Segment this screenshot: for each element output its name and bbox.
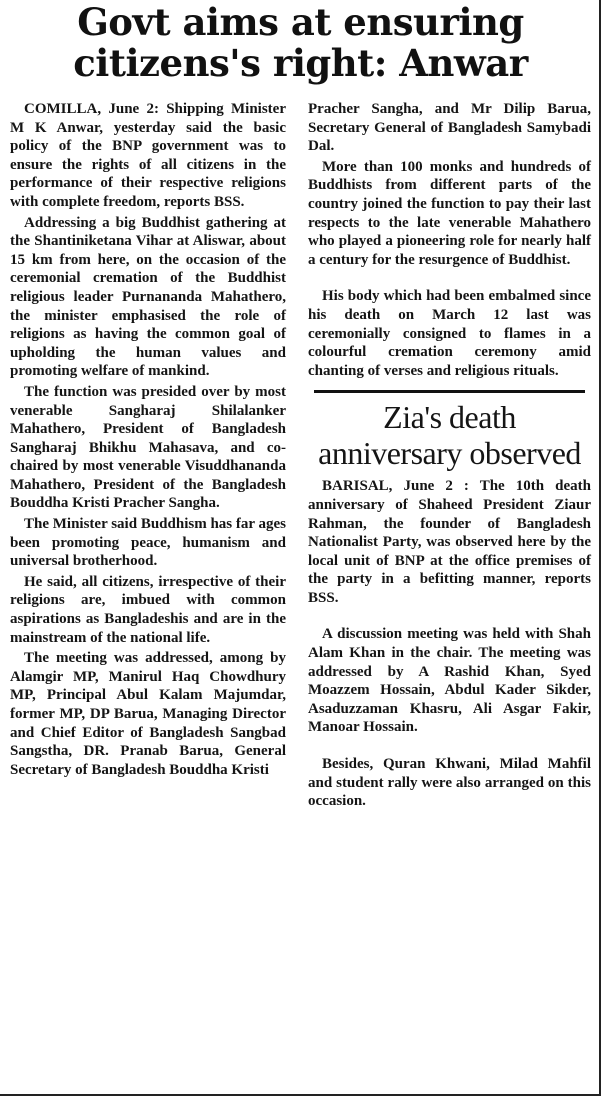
- article-paragraph-continued: Pracher Sangha, and Mr Dilip Barua, Secretary General of Bangladesh Samybadi Dal.: [308, 101, 591, 155]
- article-headline: Govt aims at ensuring citizens's right: Anwar: [73, 0, 528, 85]
- section-divider: [314, 390, 585, 393]
- right-column: [308, 100, 591, 811]
- article-paragraph: The meeting was addressed, among by Alamgir MP, Manirul Haq Chowdhury MP, Principal Abul Kalam Majumdar, former MP, DP Barua, Managing Director and Chief Editor of Bangladesh Sangbad Sangstha, DR. Pranab Barua, General Secretary of Bangladesh Bouddha Kristi: [10, 650, 286, 778]
- subheadline: Zia's death anniversary observed: [318, 399, 581, 472]
- article-paragraph: Besides, Quran Khwani, Milad Mahfil and student rally were also arranged on this occasion.: [308, 756, 591, 810]
- article-paragraph: He said, all citizens, irrespective of their religions are, imbued with common aspirations as Bangladeshis and are in the mainstream of the national life.: [10, 573, 286, 646]
- article-paragraph: A discussion meeting was held with Shah Alam Khan in the chair. The meeting was addressed by A Rashid Khan, Syed Moazzem Hossain, Abdul Kader Sikder, Asaduzzaman Khasru, Ali Asgar Fakir, Manoar Hossain.: [308, 626, 591, 736]
- article-paragraph: His body which had been embalmed since his death on March 12 last was ceremonially consigned to flames in a colourful cremation ceremony amid chanting of verses and religious rituals.: [308, 288, 591, 379]
- article-paragraph: The function was presided over by most venerable Sangharaj Shilalanker Mahathero, President of Bangladesh Sangharaj Bhikhu Mahasava, and co-chaired by most venerable Visuddhananda Mahathero, President of the Bangladesh Bouddha Kristi Pracher Sangha.: [10, 383, 286, 512]
- article-paragraph: COMILLA, June 2: Shipping Minister M K Anwar, yesterday said the basic policy of the BNP government was to ensure the rights of all citizens in the performance of their respective religions with complete freedom, reports BSS.: [10, 101, 286, 210]
- article-paragraph: The Minister said Buddhism has far ages been promoting peace, humanism and universal brotherhood.: [10, 516, 286, 570]
- left-column: [10, 100, 286, 779]
- article-paragraph: Addressing a big Buddhist gathering at the Shantiniketana Vihar at Aliswar, about 15 km from here, on the occasion of the ceremonial cremation of the Buddhist religious leader Purnananda Mahathero, the minister emphasised the role of religions as having the common goal of upholding the human values and promoting welfare of mankind.: [10, 214, 286, 380]
- article-paragraph: More than 100 monks and hundreds of Buddhists from different parts of the country joined the function to pay their last respects to the late venerable Mahathero who played a pioneering role for nearly half a century for the resurgence of Buddhist.: [308, 158, 591, 268]
- article-paragraph: BARISAL, June 2 : The 10th death anniversary of Shaheed President Ziaur Rahman, the founder of Bangladesh Nationalist Party, was observed here by the local unit of BNP at the office premises of the party in a befitting manner, reports BSS.: [308, 478, 591, 606]
